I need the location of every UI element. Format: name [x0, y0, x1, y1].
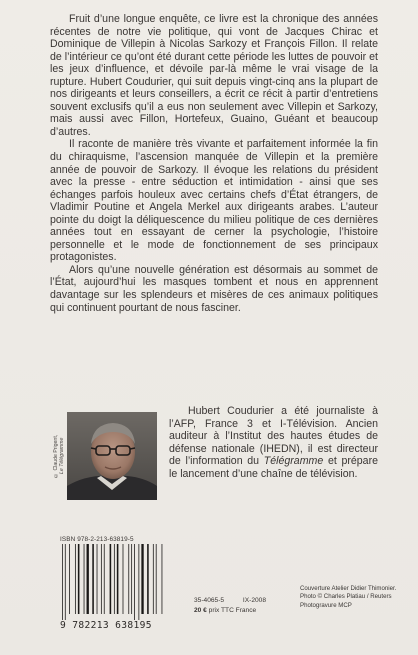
author-portrait-image: [67, 412, 157, 500]
barcode-bar: [75, 544, 76, 614]
credit-photogravure: Photogravure MCP: [300, 601, 352, 609]
barcode-bar: [114, 544, 115, 614]
reference-code: 35-4065-5: [194, 597, 225, 604]
photo-credit-line-2: Le Télégramme: [59, 437, 65, 475]
author-bio-text: Hubert Coudurier a été journaliste à l’AFP, France 3 et I-Télévision. Ancien auditeur à l’Institut des hautes études de défense nationale (IHEDN), il est directeur de l’information du: [169, 405, 378, 468]
barcode-bar: [123, 544, 124, 614]
barcode-bar: [147, 544, 149, 614]
barcode-bar: [97, 544, 98, 614]
barcode-bar: [156, 544, 157, 614]
barcode-bar: [138, 544, 139, 620]
barcode-bar: [141, 544, 143, 614]
barcode-bar: [87, 544, 89, 614]
isbn: ISBN 978-2-213-63819-5: [60, 536, 134, 543]
barcode-bar: [134, 544, 135, 620]
blurb-paragraph-3: Alors qu’une nouvelle génération est désormais au sommet de l’État, aujourd’hui les masques tombent et nous en apprennent davantage sur les splendeurs et misères de ces animaux politiques qui continuent pourtant de nous fasciner.: [50, 263, 378, 314]
barcode-bar: [128, 544, 129, 614]
blurb-text: [50, 13, 378, 314]
barcode-graphic: [60, 544, 164, 620]
credit-cover: Couverture Atelier Didier Thimonier.: [300, 585, 397, 592]
blurb-paragraph-1: Fruit d’une longue enquête, ce livre est la chronique des années récentes de notre vie politique, qui vont de Jacques Chirac et Dominique de Villepin à Nicolas Sarkozy et François Fillon. Il relate de l’intérieur ce qu’ont été durant cette période les luttes de pouvoir et les jeux d’influence, et dévoile par-là même le vrai visage de la rupture. Hubert Coudurier, qui suit depuis vingt-cinq ans la plupart de nos dirigeants et leurs conseillers, a écrit ce récit à partir d’entretiens souvent exclusifs qu’il a eus non seulement avec Villepin et Sarkozy, mais aussi avec Fillon, Hortefeux, Guaino, Guéant et beaucoup d’autres.: [50, 13, 378, 138]
barcode-bar: [162, 544, 163, 614]
newspaper-name: Télégramme: [263, 455, 324, 468]
barcode-digits: 9 782213 638195: [60, 620, 152, 631]
author-bio: [169, 405, 378, 481]
price: [194, 606, 294, 615]
credit-photo: Photo © Charles Platiau / Reuters: [300, 593, 392, 601]
author-bio-text-end: et prépare le lancement d’une chaîne de télévision.: [169, 455, 378, 480]
edition-date: IX-2008: [242, 597, 266, 604]
barcode-bar: [104, 544, 105, 614]
price-value: 20 €: [194, 607, 207, 614]
blurb-paragraph-2: Il raconte de manière très vivante et parfaitement informée la fin du chiraquisme, l’ascension manquée de Villepin et la première année de pouvoir de Sarkozy. Il évoque les relations du président avec la presse - entre séduction et intimidation - ainsi que ses échanges parfois houleux avec certains chefs d’État étrangers, de Vladimir Poutine et Angela Merkel aux dirigeants arabes. L’auteur pointe du doigt la déliquescence du milieu politique de ces dernières années tout en essayant de cerner la psychologie, l’histoire personnelle et le mode de fonctionnement de ses principaux protagonistes.: [50, 138, 378, 264]
barcode-bar: [65, 544, 66, 620]
barcode-bar: [69, 544, 70, 614]
photo-credit-line-1: © Claude Prigent,: [53, 434, 59, 478]
credits-block: [300, 585, 410, 610]
price-suffix: prix TTC France: [206, 607, 257, 614]
barcode-bar: [78, 544, 80, 614]
barcode-bar: [92, 544, 94, 614]
barcode-bar: [62, 544, 63, 620]
barcode-bar: [117, 544, 119, 614]
barcode-bar: [153, 544, 154, 614]
barcode-bar: [110, 544, 112, 614]
photo-credit: [52, 412, 66, 500]
author-photo: [67, 412, 157, 500]
reference-block: [194, 596, 294, 615]
barcode-bar: [131, 544, 132, 614]
barcode-bar: [84, 544, 85, 614]
barcode-bar: [101, 544, 102, 614]
